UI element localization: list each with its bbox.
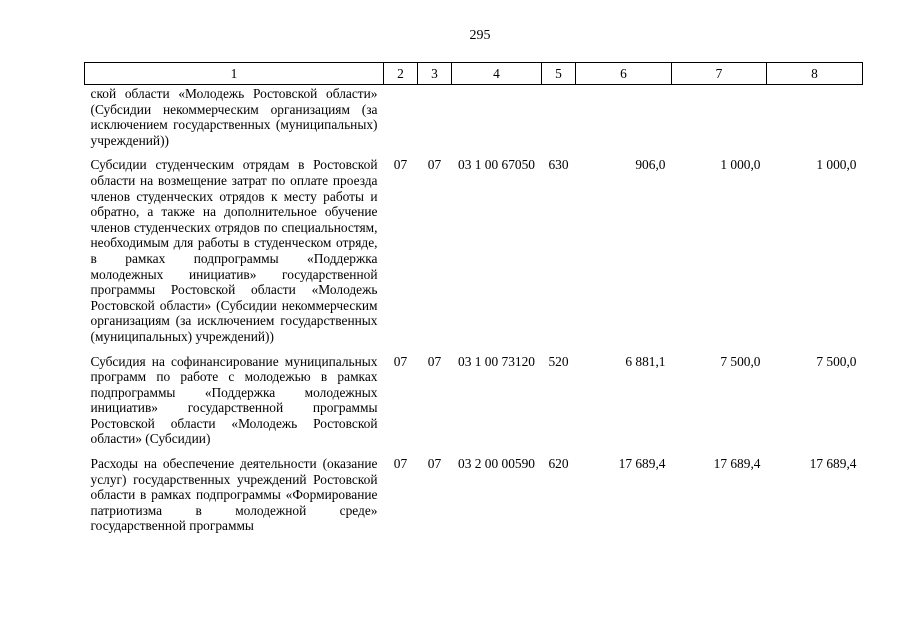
table-row (85, 354, 863, 457)
header-cell: 2 (384, 63, 418, 85)
section-cell: 07 (393, 157, 408, 173)
table-row (85, 85, 863, 158)
description-cell: Субсидия на софинансирование муниципальных программ по работе с молодежью в рамках подпрограммы «Поддержка молодежных инициатив» государственной программы Ростовской области «Молодежь Ростовской области» (Субсидии) (90, 353, 378, 447)
header-row (85, 63, 863, 85)
header-cell: 8 (767, 63, 863, 85)
amount-cell-8: 1 000,0 (816, 157, 857, 173)
section-cell (384, 85, 418, 158)
amount-cell-8: 7 500,0 (816, 353, 857, 369)
target-article-cell: 03 2 00 00590 (458, 456, 535, 472)
expense-type-cell (542, 85, 576, 158)
amount-cell-6: 6 881,1 (625, 353, 666, 369)
header-cell: 4 (452, 63, 542, 85)
target-article-cell (452, 85, 542, 158)
amount-cell-7: 1 000,0 (720, 157, 761, 173)
target-article-cell: 03 1 00 73120 (458, 353, 535, 369)
amount-cell-7: 7 500,0 (720, 353, 761, 369)
header-cell: 7 (672, 63, 767, 85)
header-cell: 3 (418, 63, 452, 85)
table-row (85, 456, 863, 543)
description-cell: Субсидии студенческим отрядам в Ростовской области на возмещение затрат по оплате проезда членов студенческих отрядов к месту работы и обратно, а также на дополнительное обучение членов студенческих отрядов по специальностям, необходимым для работы в студенческом отряде, в рамках подпрограммы «Поддержка молодежных инициатив» государственной программы Ростовской области «Молодежь Ростовской области» (Субсидии некоммерческим организациям (за исключением государственных (муниципальных) учреждений)) (90, 157, 378, 344)
expense-type-cell: 630 (548, 157, 569, 173)
amount-cell-8 (767, 85, 863, 158)
subsection-cell: 07 (427, 456, 442, 472)
amount-cell-7 (672, 85, 767, 158)
header-cell: 5 (542, 63, 576, 85)
section-cell: 07 (393, 353, 408, 369)
budget-table (84, 62, 863, 543)
section-cell: 07 (393, 456, 408, 472)
header-cell: 6 (576, 63, 672, 85)
amount-cell-8: 17 689,4 (809, 456, 857, 472)
expense-type-cell: 520 (548, 353, 569, 369)
subsection-cell: 07 (427, 157, 442, 173)
subsection-cell: 07 (427, 353, 442, 369)
target-article-cell: 03 1 00 67050 (458, 157, 535, 173)
amount-cell-7: 17 689,4 (713, 456, 761, 472)
header-cell: 1 (85, 63, 384, 85)
description-cell: ской области «Молодежь Ростовской области» (Субсидии некоммерческим организациям (за исключением государственных (муниципальных) учреждений)) (90, 86, 378, 148)
expense-type-cell: 620 (548, 456, 569, 472)
amount-cell-6: 17 689,4 (618, 456, 666, 472)
amount-cell-6 (576, 85, 672, 158)
description-cell: Расходы на обеспечение деятельности (оказание услуг) государственных учреждений Ростовской области в рамках подпрограммы «Формирование патриотизма в молодежной среде» государственной программы (90, 456, 378, 534)
subsection-cell (418, 85, 452, 158)
amount-cell-6: 906,0 (635, 157, 666, 173)
page-number: 295 (469, 28, 491, 43)
table-row (85, 157, 863, 353)
